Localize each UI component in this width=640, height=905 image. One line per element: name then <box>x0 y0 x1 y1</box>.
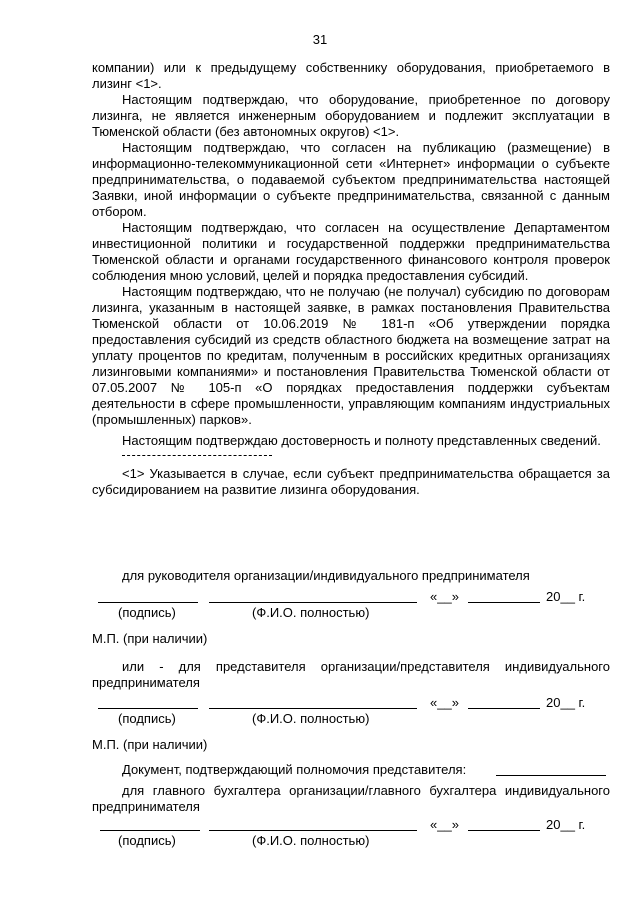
paragraph-6: Настоящим подтверждаю достоверность и полноту представленных сведений. <box>122 433 601 448</box>
fio-line <box>209 708 417 709</box>
sign-caption: (подпись) <box>118 833 176 848</box>
paragraph-1: компании) или к предыдущему собственнику оборудования, приобретаемого в лизинг <1>. <box>92 60 610 91</box>
date-year: 20__ г. <box>546 589 586 604</box>
fio-caption: (Ф.И.О. полностью) <box>252 711 370 726</box>
date-month-line <box>468 708 540 709</box>
date-month-line <box>468 602 540 603</box>
signature-line <box>98 708 198 709</box>
paragraph-4: Настоящим подтверждаю, что согласен на осуществление Департаментом инвестиционной политики и государственной поддержки предпринимательства Тюменской области и органами государственного финансового контроля проверок соблюдения мною условий, целей и порядка предоставления субсидий. <box>92 220 610 283</box>
signature-line <box>98 602 198 603</box>
sign-caption: (подпись) <box>118 711 176 726</box>
stamp-label: М.П. (при наличии) <box>92 631 208 646</box>
paragraph-2: Настоящим подтверждаю, что оборудование, приобретенное по договору лизинга, не является инженерным оборудованием и подлежит эксплуатации в Тюменской области (без автономных округов) <1>. <box>92 92 610 139</box>
page-number: 31 <box>312 32 328 47</box>
date-day: «__» <box>430 695 459 710</box>
sign-caption: (подпись) <box>118 605 176 620</box>
date-day: «__» <box>430 589 459 604</box>
date-year: 20__ г. <box>546 695 586 710</box>
signature-line <box>100 830 200 831</box>
date-day: «__» <box>430 817 459 832</box>
rep-title: или - для представителя организации/представителя индивидуального предпринимателя <box>92 659 610 690</box>
footnote-separator <box>122 455 272 456</box>
fio-caption: (Ф.И.О. полностью) <box>252 605 370 620</box>
date-year: 20__ г. <box>546 817 586 832</box>
fio-line <box>209 830 417 831</box>
rep-doc-line <box>496 775 606 776</box>
accountant-title: для главного бухгалтера организации/главного бухгалтера индивидуального предпринимателя <box>92 783 610 814</box>
date-month-line <box>468 830 540 831</box>
stamp-label: М.П. (при наличии) <box>92 737 208 752</box>
fio-line <box>209 602 417 603</box>
fio-caption: (Ф.И.О. полностью) <box>252 833 370 848</box>
document-body <box>92 60 610 498</box>
head-title: для руководителя организации/индивидуального предпринимателя <box>122 568 530 583</box>
signature-block-representative <box>92 659 610 752</box>
footnote: <1> Указывается в случае, если субъект предпринимательства обращается за субсидированием на развитие лизинга оборудования. <box>92 466 610 497</box>
paragraph-5: Настоящим подтверждаю, что не получаю (не получал) субсидию по договорам лизинга, указанным в настоящей заявке, в рамках постановления Правительства Тюменской области от 10.06.2019 № 181-п «Об утверждении порядка предоставления субсидий из средств областного бюджета на возмещение затрат на уплату процентов по кредитам, полученным в российских кредитных организациях лизинговыми компаниями» и постановления Правительства Тюменской области от 07.05.2007 № 105-п «О порядках предоставления поддержки субъектам деятельности в сфере промышленности, управляющим компаниям индустриальных (промышленных) парков». <box>92 284 610 427</box>
rep-doc-label: Документ, подтверждающий полномочия представителя: <box>122 762 467 777</box>
paragraph-3: Настоящим подтверждаю, что согласен на публикацию (размещение) в информационно-телекоммуникационной сети «Интернет» информации о субъекте предпринимательства, о подаваемой субъектом предпринимательства настоящей Заявки, иной информации о субъекте предпринимательства, связанной с данным отбором. <box>92 140 610 219</box>
